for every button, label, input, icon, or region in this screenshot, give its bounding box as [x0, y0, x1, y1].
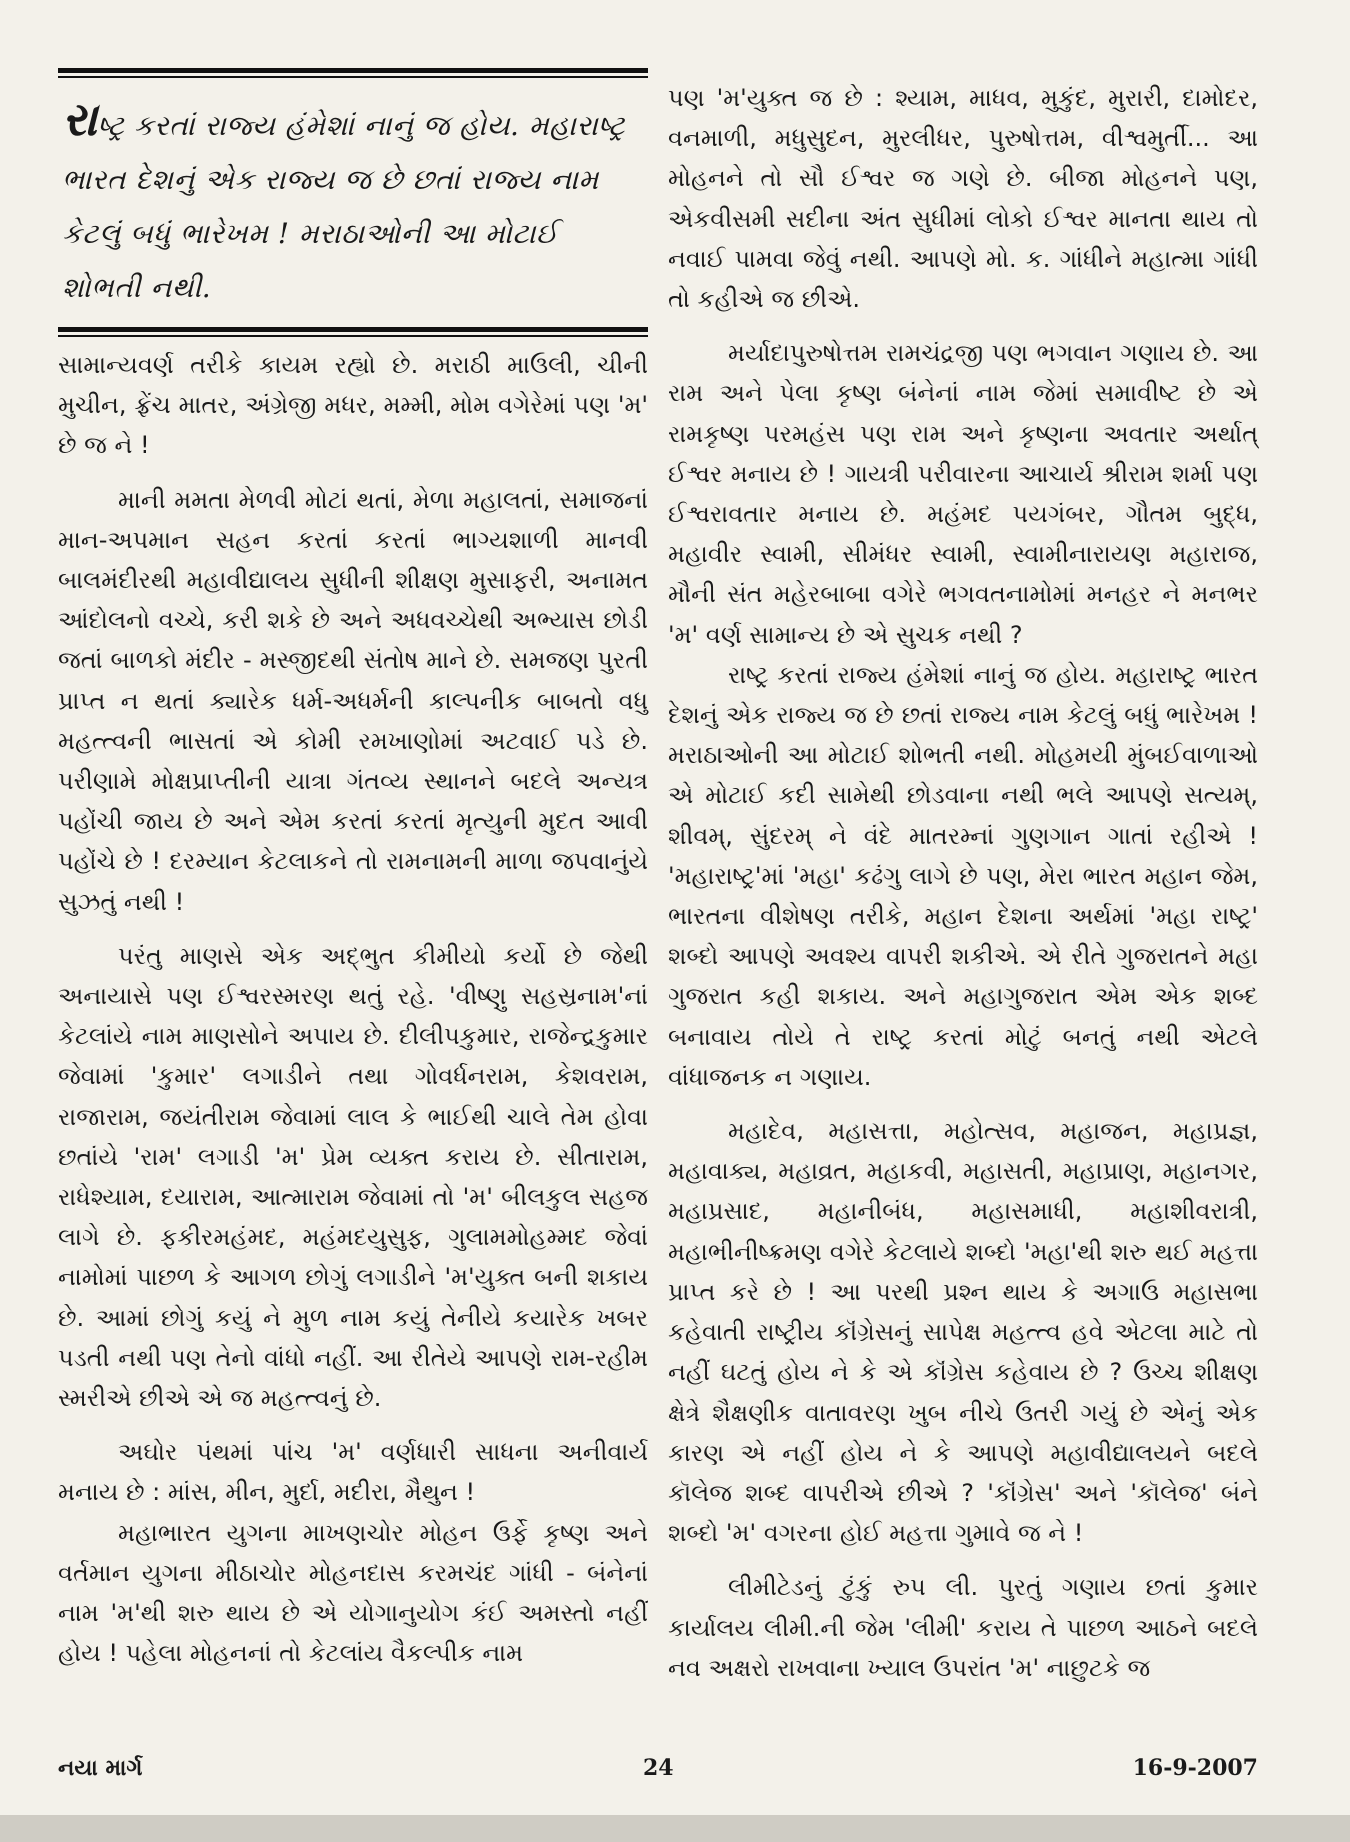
- page-footer: [58, 1755, 1258, 1795]
- callout-top-rule: [58, 68, 648, 73]
- left-column: [58, 68, 648, 1674]
- paragraph: મર્યાદાપુરુષોત્તમ રામચંદ્રજી પણ ભગવાન ગણાય છે. આ રામ અને પેલા કૃષ્ણ બંનેનાં નામ જેમાં સમાવીષ્ટ છે એ રામકૃષ્ણ પરમહંસ પણ રામ અને કૃષ્ણના અવતાર અર્થાત્ ઈશ્વર મનાય છે ! ગાયત્રી પરીવારના આચાર્ય શ્રીરામ શર્મા પણ ઈશ્વરાવતાર મનાય છે. મહંમદ પયગંબર, ગૌતમ બુદ્ધ, મહાવીર સ્વામી, સીમંધર સ્વામી, સ્વામીનારાયણ મહારાજ, મૌની સંત મહેરબાબા વગેરે ભગવતનામોમાં મનહર ને મનભર 'મ' વર્ણ સામાન્ય છે એ સુચક નથી ?: [668, 339, 1258, 649]
- pull-quote: [58, 78, 648, 327]
- paragraph: માની મમતા મેળવી મોટાં થતાં, મેળા મહાલતાં, સમાજનાં માન-અપમાન સહન કરતાં કરતાં ભાગ્યશાળી માનવી બાલમંદીરથી મહાવીદ્યાલય સુધીની શીક્ષણ મુસાફરી, અનામત આંદોલનો વચ્ચે, કરી શકે છે અને અધવચ્ચેથી અભ્યાસ છોડી જતાં બાળકો મંદીર - મસ્જીદથી સંતોષ માને છે. સમજણ પુરતી પ્રાપ્ત ન થતાં ક્યારેક ધર્મ-અધર્મની કાલ્પનીક બાબતો વધુ મહત્ત્વની ભાસતાં એ કોમી રમખાણોમાં અટવાઈ પડે છે. પરીણામે મોક્ષપ્રાપ્તીની યાત્રા ગંતવ્ય સ્થાનને બદલે અન્યત્ર પહોંચી જાય છે અને એમ કરતાં કરતાં મૃત્યુની મુદત આવી પહોંચે છે ! દરમ્યાન કેટલાકને તો રામનામની માળા જપવાનુંયે સુઝતું નથી !: [58, 485, 648, 916]
- publication-name: નયા માર્ગ: [58, 1755, 143, 1781]
- paragraph: પણ 'મ'યુક્ત જ છે : શ્યામ, માધવ, મુકુંદ, મુરારી, દામોદર, વનમાળી, મધુસુદન, મુરલીધર, પુરુષોત્તમ, વીશ્વમુર્તી... આ મોહનને તો સૌ ઈશ્વર જ ગણે છે. બીજા મોહનને પણ, એકવીસમી સદીના અંત સુધીમાં લોકો ઈશ્વર માનતા થાય તો નવાઈ પામવા જેવું નથી. આપણે મો. ક. ગાંધીને મહાત્મા ગાંધી તો કહીએ જ છીએ.: [668, 84, 1258, 314]
- paragraph: લીમીટેડનું ટુંકું રુપ લી. પુરતું ગણાય છતાં કુમાર કાર્યાલય લીમી.ની જેમ 'લીમી' કરાય તે પાછળ આઠને બદલે નવ અક્ષરો રાખવાના ખ્યાલ ઉપરાંત 'મ' નાછુટકે જ: [668, 1573, 1258, 1682]
- callout-bottom-thin-rule: [58, 335, 648, 337]
- callout-bottom-rule: [58, 327, 648, 332]
- paragraph: મહાદેવ, મહાસત્તા, મહોત્સવ, મહાજન, મહાપ્રજ્ઞ, મહાવાક્ય, મહાવ્રત, મહાકવી, મહાસતી, મહાપ્રાણ, મહાનગર, મહાપ્રસાદ, મહાનીબંધ, મહાસમાધી, મહાશીવરાત્રી, મહાભીનીષ્ક્રમણ વગેરે કેટલાયે શબ્દો 'મહા'થી શરુ થઈ મહત્તા પ્રાપ્ત કરે છે ! આ પરથી પ્રશ્ન થાય કે અગાઉ મહાસભા કહેવાતી રાષ્ટ્રીય કૉંગ્રેસનું સાપેક્ષ મહત્ત્વ હવે એટલા માટે તો નહીં ઘટતું હોય ને કે એ કૉંગ્રેસ કહેવાય છે ? ઉચ્ચ શીક્ષણ ક્ષેત્રે શૈક્ષણીક વાતાવરણ ખુબ નીચે ઉતરી ગયું છે એનું એક કારણ એ નહીં હોય ને કે આપણે મહાવીદ્યાલયને બદલે કૉલેજ શબ્દ વાપરીએ છીએ ? 'કૉંગ્રેસ' અને 'કૉલેજ' બંને શબ્દો 'મ' વગરના હોઈ મહત્તા ગુમાવે જ ને !: [668, 1117, 1258, 1548]
- pull-quote-dropcap: રા: [62, 92, 98, 146]
- issue-date: 16-9-2007: [1132, 1755, 1258, 1781]
- paragraph: મહાભારત યુગના માખણચોર મોહન ઉર્ફે કૃષ્ણ અને વર્તમાન યુગના મીઠાચોર મોહનદાસ કરમચંદ ગાંધી - બંનેનાં નામ 'મ'થી શરુ થાય છે એ યોગાનુયોગ કંઈ અમસ્તો નહીં હોય ! પહેલા મોહનનાં તો કેટલાંય વૈકલ્પીક નામ: [58, 1518, 648, 1668]
- page-number: 24: [643, 1755, 674, 1781]
- paragraph: સામાન્યવર્ણ તરીકે કાયમ રહ્યો છે. મરાઠી માઉલી, ચીની મુચીન, ફ્રેંચ માતર, અંગ્રેજી મધર, મમ્મી, મોમ વગેરેમાં પણ 'મ' છે જ ને !: [58, 351, 648, 460]
- scan-bottom-edge: [0, 1815, 1350, 1842]
- right-column: [668, 78, 1258, 1688]
- paragraph: રાષ્ટ્ર કરતાં રાજ્ય હંમેશાં નાનું જ હોય. મહારાષ્ટ્ર ભારત દેશનું એક રાજ્ય જ છે છતાં રાજ્ય નામ કેટલું બધું ભારેખમ ! મરાઠાઓની આ મોટાઈ શોભતી નથી. મોહમયી મુંબઈવાળાઓ એ મોટાઈ કદી સામેથી છોડવાના નથી ભલે આપણે સત્યમ્, શીવમ્, સુંદરમ્ ને વંદે માતરમ્નાં ગુણગાન ગાતાં રહીએ ! 'મહારાષ્ટ્ર'માં 'મહા' કઢંગુ લાગે છે પણ, મેરા ભારત મહાન જેમ, ભારતના વીશેષણ તરીકે, મહાન દેશના અર્થમાં 'મહા રાષ્ટ્ર' શબ્દો આપણે અવશ્ય વાપરી શકીએ. એ રીતે ગુજરાતને મહા ગુજરાત કહી શકાય. અને મહાગુજરાત એમ એક શબ્દ બનાવાય તોયે તે રાષ્ટ્ર કરતાં મોટું બનતું નથી એટલે વાંધાજનક ન ગણાય.: [668, 660, 1258, 1091]
- pull-quote-text: ષ્ટ્ર કરતાં રાજ્ય હંમેશાં નાનું જ હોય. મહારાષ્ટ્ર ભારત દેશનું એક રાજ્ય જ છે છતાં રાજ્ય નામ કેટલું બધું ભારેખમ ! મરાઠાઓની આ મોટાઈ શોભતી નથી.: [62, 109, 626, 304]
- paragraph: અઘોર પંથમાં પાંચ 'મ' વર્ણધારી સાધના અનીવાર્ય મનાય છે : માંસ, મીન, મુર્દા, મદીરા, મૈથુન !: [58, 1438, 648, 1507]
- paragraph: પરંતુ માણસે એક અદ્ભુત કીમીયો કર્યો છે જેથી અનાયાસે પણ ઈશ્વરસ્મરણ થતું રહે. 'વીષ્ણુ સહસ્રનામ'નાં કેટલાંયે નામ માણસોને અપાય છે. દીલીપકુમાર, રાજેન્દ્રકુમાર જેવામાં 'કુમાર' લગાડીને તથા ગોવર્ધનરામ, કેશવરામ, રાજારામ, જયંતીરામ જેવામાં લાલ કે ભાઈથી ચાલે તેમ હોવા છતાંયે 'રામ' લગાડી 'મ' પ્રેમ વ્યક્ત કરાય છે. સીતારામ, રાધેશ્યામ, દયારામ, આત્મારામ જેવામાં તો 'મ' બીલકુલ સહજ લાગે છે. ફકીરમહંમદ, મહંમદયુસુફ, ગુલામમોહમ્મદ જેવાં નામોમાં પાછળ કે આગળ છોગું લગાડીને 'મ'યુક્ત બની શકાય છે. આમાં છોગું કયું ને મુળ નામ કયું તેનીયે કયારેક ખબર પડતી નથી પણ તેનો વાંધો નહીં. આ રીતેયે આપણે રામ-રહીમ સ્મરીએ છીએ એ જ મહત્ત્વનું છે.: [58, 941, 648, 1413]
